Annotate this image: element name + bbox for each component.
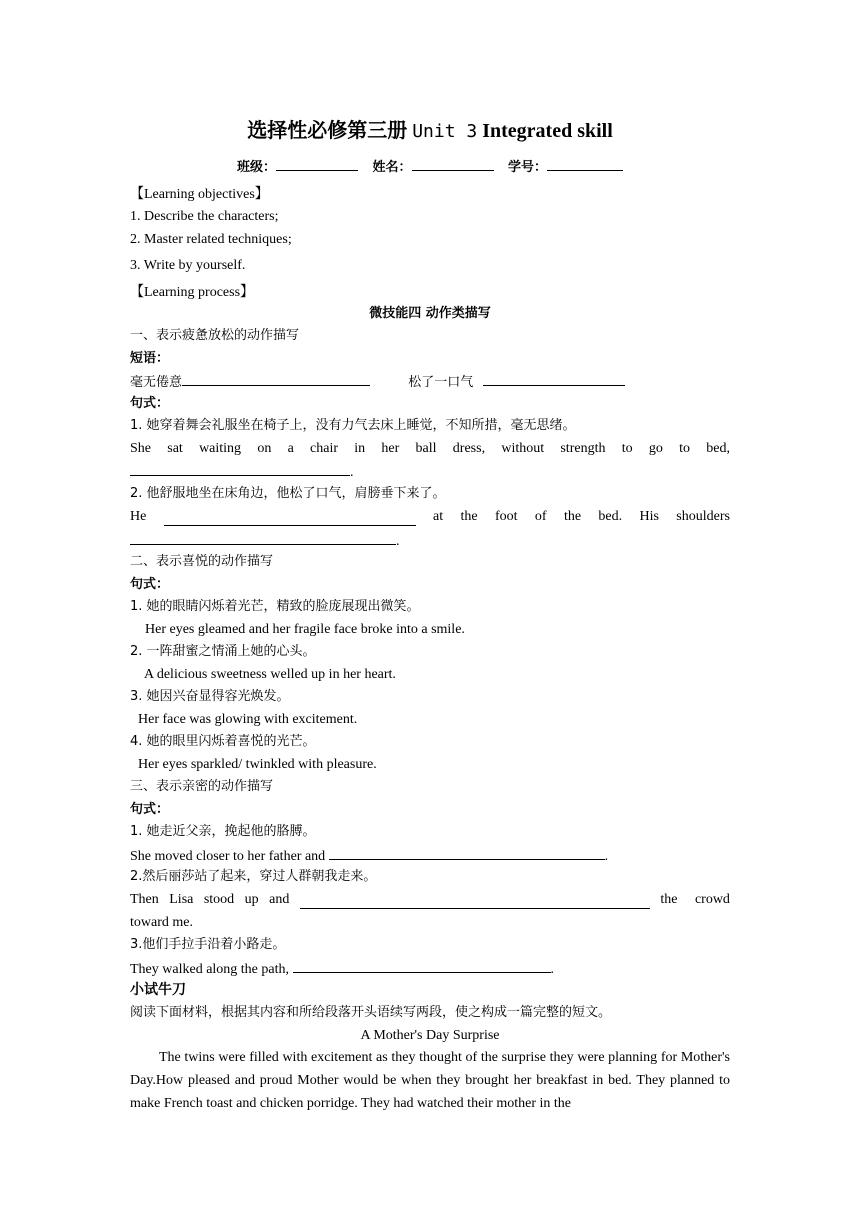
section3-s1-en: She moved closer to her father and <box>130 849 326 864</box>
s1-word: sat <box>167 441 183 456</box>
section3-s3-en-row: They walked along the path, . <box>130 959 730 979</box>
phrase1-text: 毫无倦意 <box>130 375 183 390</box>
section1-s1-blank[interactable] <box>130 462 350 476</box>
s2-word: His <box>639 509 659 524</box>
section2-s3-cn: 3. 她因兴奋显得容光焕发。 <box>130 689 290 704</box>
process-heading: 【Learning process】 <box>130 285 255 300</box>
s2-word: shoulders <box>676 509 730 524</box>
section2-heading: 二、表示喜悦的动作描写 <box>130 554 274 569</box>
s1-word: to <box>621 441 633 456</box>
section3-s2-blank[interactable] <box>300 895 650 909</box>
s2-word: of <box>534 509 547 524</box>
section2-s2-en: A delicious sweetness welled up in her heart. <box>144 667 396 682</box>
section3-s1-blank[interactable] <box>329 846 605 860</box>
section3-heading: 三、表示亲密的动作描写 <box>130 779 274 794</box>
phrase2-text: 松了一口气 <box>408 375 474 390</box>
section1-sentences-label: 句式： <box>130 396 170 411</box>
s32-word: Lisa <box>169 892 194 907</box>
section2-s4-en: Her eyes sparkled/ twinkled with pleasure. <box>138 757 377 772</box>
section2-s4-cn: 4. 她的眼里闪烁着喜悦的光芒。 <box>130 734 316 749</box>
class-label: 班级： <box>236 160 276 175</box>
s1-word: on <box>257 441 272 456</box>
s1-word: chair <box>310 441 339 456</box>
practice-heading: 小试牛刀 <box>130 982 186 998</box>
s2-word-he: He <box>130 509 147 524</box>
section3-sentences-label: 句式： <box>130 802 170 817</box>
practice-instruction: 阅读下面材料，根据其内容和所给段落开头语续写两段，使之构成一篇完整的短文。 <box>130 1005 612 1020</box>
story-title: A Mother's Day Surprise <box>360 1028 500 1043</box>
section1-s1-en <box>130 440 730 458</box>
section3-s2-cn: 2.然后丽莎站了起来，穿过人群朝我走来。 <box>130 869 377 884</box>
section3-s1-cn: 1. 她走近父亲，挽起他的胳膊。 <box>130 824 316 839</box>
story-line-2: Mother's Day.How pleased and proud Mother would be when they brought her breakfast in bed. <box>130 1050 730 1088</box>
section3-s2-cont: toward me. <box>130 915 193 930</box>
title-unit: Unit 3 <box>412 121 478 142</box>
section1-s1-cn: 1. 她穿着舞会礼服坐在椅子上，没有力气去床上睡觉，不知所措，毫无思绪。 <box>130 418 576 433</box>
section3-s1-en-row: She moved closer to her father and . <box>130 846 730 866</box>
section1-phrases-row <box>130 372 730 392</box>
section2-s1-en: Her eyes gleamed and her fragile face broke into a smile. <box>145 622 465 637</box>
s1-word: She <box>130 441 151 456</box>
objective-item-3: 3. Write by yourself. <box>130 258 246 273</box>
section2-s1-cn: 1. 她的眼睛闪烁着光芒，精致的脸庞展现出微笑。 <box>130 599 420 614</box>
section3-s2-en <box>130 891 730 909</box>
story-paragraph <box>130 1046 730 1115</box>
section1-s2-en <box>130 508 730 526</box>
s1-word: her <box>381 441 400 456</box>
section2-sentences-label: 句式： <box>130 577 170 592</box>
s1-word: waiting <box>199 441 242 456</box>
section1-phrases-label: 短语： <box>130 351 170 366</box>
class-blank[interactable] <box>276 158 358 171</box>
page-title <box>130 114 730 143</box>
s2-word: bed. <box>598 509 623 524</box>
number-label: 学号： <box>508 160 548 175</box>
title-en: Integrated skill <box>482 120 613 142</box>
number-blank[interactable] <box>547 158 623 171</box>
student-info-row <box>130 156 730 175</box>
phrase2-blank[interactable] <box>483 372 625 386</box>
s1-word: strength <box>560 441 606 456</box>
s2-word: the <box>563 509 582 524</box>
s32-word: and <box>269 892 290 907</box>
s1-word: in <box>354 441 366 456</box>
s1-word: bed, <box>706 441 730 456</box>
section3-s2-tail: the crowd <box>660 892 730 907</box>
section1-s2-blank2[interactable] <box>130 531 396 545</box>
title-cn: 选择性必修第三册 <box>247 120 408 142</box>
section3-s3-blank[interactable] <box>293 959 551 973</box>
objective-item-1: 1. Describe the characters; <box>130 209 279 224</box>
section3-s3-en: They walked along the path, <box>130 962 290 977</box>
section1-s2-blank1[interactable] <box>164 512 416 526</box>
s1-word: go <box>648 441 663 456</box>
story-line-3: They planned to make French toast and chicken porridge. They had watched their mother in the <box>130 1073 730 1111</box>
s1-word: ball <box>415 441 437 456</box>
skill-title: 微技能四 动作类描写 <box>369 306 491 321</box>
section3-s3-cn: 3.他们手拉手沿着小路走。 <box>130 937 286 952</box>
s2-word: foot <box>494 509 518 524</box>
section1-s2-answer-row: . <box>130 531 730 551</box>
section2-s2-cn: 2. 一阵甜蜜之情涌上她的心头。 <box>130 644 316 659</box>
s1-word: to <box>679 441 690 456</box>
story-line-1: The twins were filled with excitement as they thought of the surprise they were planning for <box>159 1050 678 1065</box>
objectives-heading: 【Learning objectives】 <box>130 187 269 202</box>
s32-word: up <box>244 892 259 907</box>
s2-word: at <box>433 509 444 524</box>
s2-word: the <box>460 509 478 524</box>
name-blank[interactable] <box>412 158 494 171</box>
s1-word: a <box>287 441 294 456</box>
s32-word: Then <box>130 892 159 907</box>
name-label: 姓名： <box>372 160 412 175</box>
s32-word: stood <box>203 892 235 907</box>
section1-s1-answer-row: . <box>130 462 730 482</box>
s1-word: without <box>501 441 545 456</box>
section1-heading: 一、表示疲惫放松的动作描写 <box>130 328 300 343</box>
s1-word: dress, <box>452 441 486 456</box>
section1-s2-cn: 2. 他舒服地坐在床角边，他松了口气，肩膀垂下来了。 <box>130 486 446 501</box>
phrase1-blank[interactable] <box>182 372 370 386</box>
section2-s3-en: Her face was glowing with excitement. <box>138 712 358 727</box>
objective-item-2: 2. Master related techniques; <box>130 232 292 247</box>
